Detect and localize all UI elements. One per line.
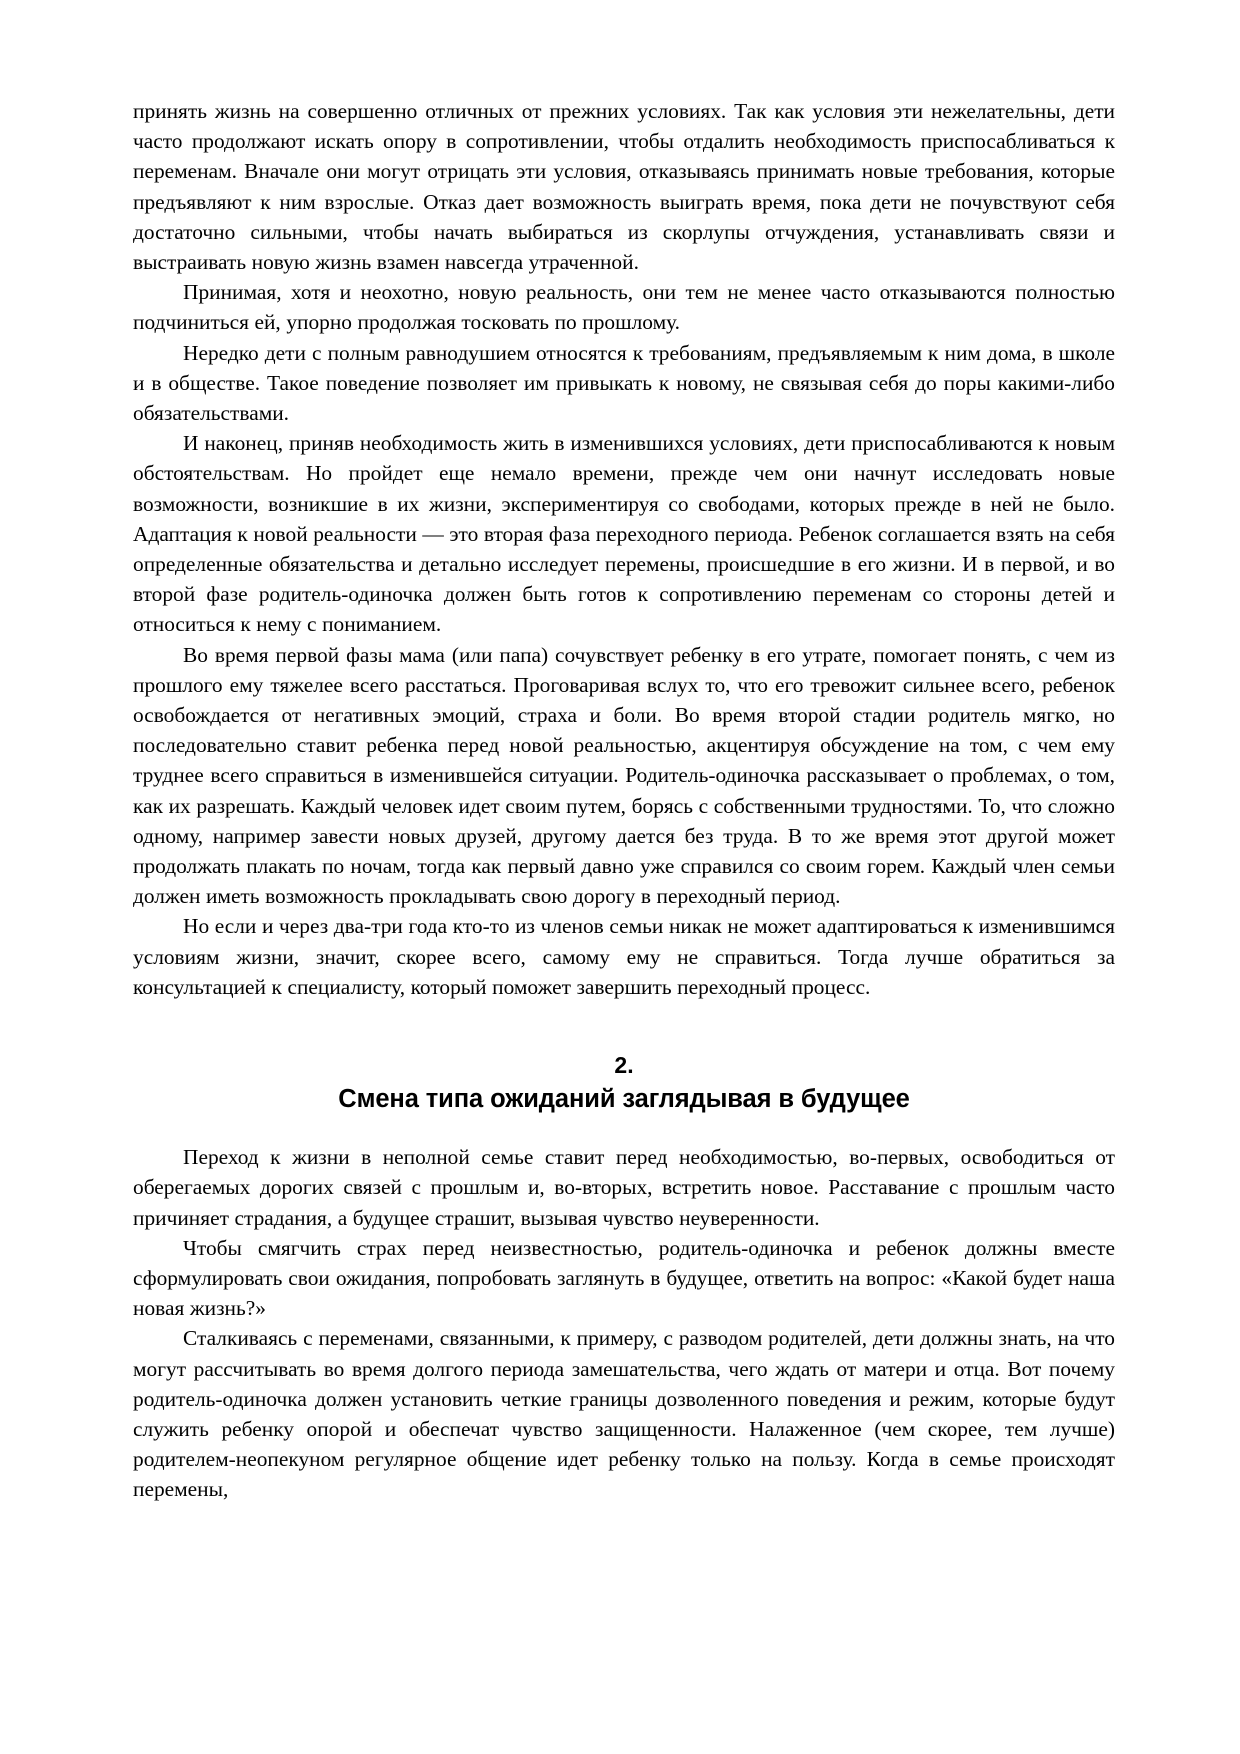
paragraph-8: Чтобы смягчить страх перед неизвестностью, родитель-одиночка и ребенок должны вместе сформулировать свои ожидания, попробовать заглянуть в будущее, ответить на вопрос: «Какой будет наша новая жизнь?» (133, 1235, 1115, 1321)
paragraph-4: И наконец, приняв необходимость жить в изменившихся условиях, дети приспосабливаются к новым обстоятельствам. Но пройдет еще немало времени, прежде чем они начнут исследовать новые возможности, возникшие в их жизни, экспериментируя со свободами, которых прежде в ней не было. Адаптация к новой реальности — это вторая фаза переходного периода. Ребенок соглашается взять на себя определенные обязательства и детально исследует перемены, происшедшие в его жизни. И в первой, и во второй фазе родитель-одиночка должен быть готов к сопротивлению переменам со стороны детей и относиться к нему с пониманием. (133, 431, 1115, 637)
paragraph-1: принять жизнь на совершенно отличных от прежних условиях. Так как условия эти нежелательны, дети часто продолжают искать опору в сопротивлении, чтобы отдалить необходимость приспосабливаться к переменам. Вначале они могут отрицать эти условия, отказываясь принимать новые требования, которые предъявляют к ним взрослые. Отказ дает возможность выиграть время, пока дети не почувствуют себя достаточно сильными, чтобы начать выбираться из скорлупы отчуждения, устанавливать связи и выстраивать новую жизнь взамен навсегда утраченной. (133, 99, 1115, 275)
text-column (133, 96, 1115, 1505)
heading-spacer (133, 1116, 1115, 1142)
paragraph-5: Во время первой фазы мама (или папа) сочувствует ребенку в его утрате, помогает понять, с чем из прошлого ему тяжелее всего расстаться. Проговаривая вслух то, что его тревожит сильнее всего, ребенок освобождается от негативных эмоций, страха и боли. Во время второй стадии родитель мягко, но последовательно ставит ребенка перед новой реальностью, акцентируя обсуждение на том, с чем ему труднее всего справиться в изменившейся ситуации. Родитель-одиночка рассказывает о проблемах, о том, как их разрешать. Каждый человек идет своим путем, борясь с собственными трудностями. То, что сложно одному, например завести новых друзей, другому дается без труда. В то же время этот другой может продолжать плакать по ночам, тогда как первый давно уже справился со своим горем. Каждый член семьи должен иметь возможность прокладывать свою дорогу в переходный период. (133, 642, 1115, 909)
section-title: Смена типа ожиданий заглядывая в будущее (338, 1085, 910, 1114)
paragraph-3: Нередко дети с полным равнодушием относятся к требованиям, предъявляемым к ним дома, в школе и в обществе. Такое поведение позволяет им привыкать к новому, не связывая себя до поры какими-либо обязательствами. (133, 340, 1115, 426)
paragraph-9: Сталкиваясь с переменами, связанными, к примеру, с разводом родителей, дети должны знать, на что могут рассчитывать во время долгого периода замешательства, чего ждать от матери и отца. Вот почему родитель-одиночка должен установить четкие границы дозволенного поведения и режим, которые будут служить ребенку опорой и обеспечат чувство защищенности. Налаженное (чем скорее, тем лучше) родителем-неопекуном регулярное общение идет ребенку только на пользу. Когда в семье происходят перемены, (133, 1326, 1115, 1502)
section-number: 2. (614, 1052, 634, 1079)
paragraph-7: Переход к жизни в неполной семье ставит перед необходимостью, во-первых, освободиться от оберегаемых дорогих связей с прошлым и, во-вторых, встретить новое. Расставание с прошлым часто причиняет страдания, а будущее страшит, вызывая чувство неуверенности. (133, 1145, 1115, 1230)
paragraph-2: Принимая, хотя и неохотно, новую реальность, они тем не менее часто отказываются полностью подчиниться ей, упорно продолжая тосковать по прошлому. (133, 280, 1115, 335)
paragraph-6: Но если и через два-три года кто-то из членов семьи никак не может адаптироваться к изменившимся условиям жизни, значит, скорее всего, самому ему не справиться. Тогда лучше обратиться за консультацией к специалисту, который поможет завершить переходный процесс. (133, 914, 1115, 999)
